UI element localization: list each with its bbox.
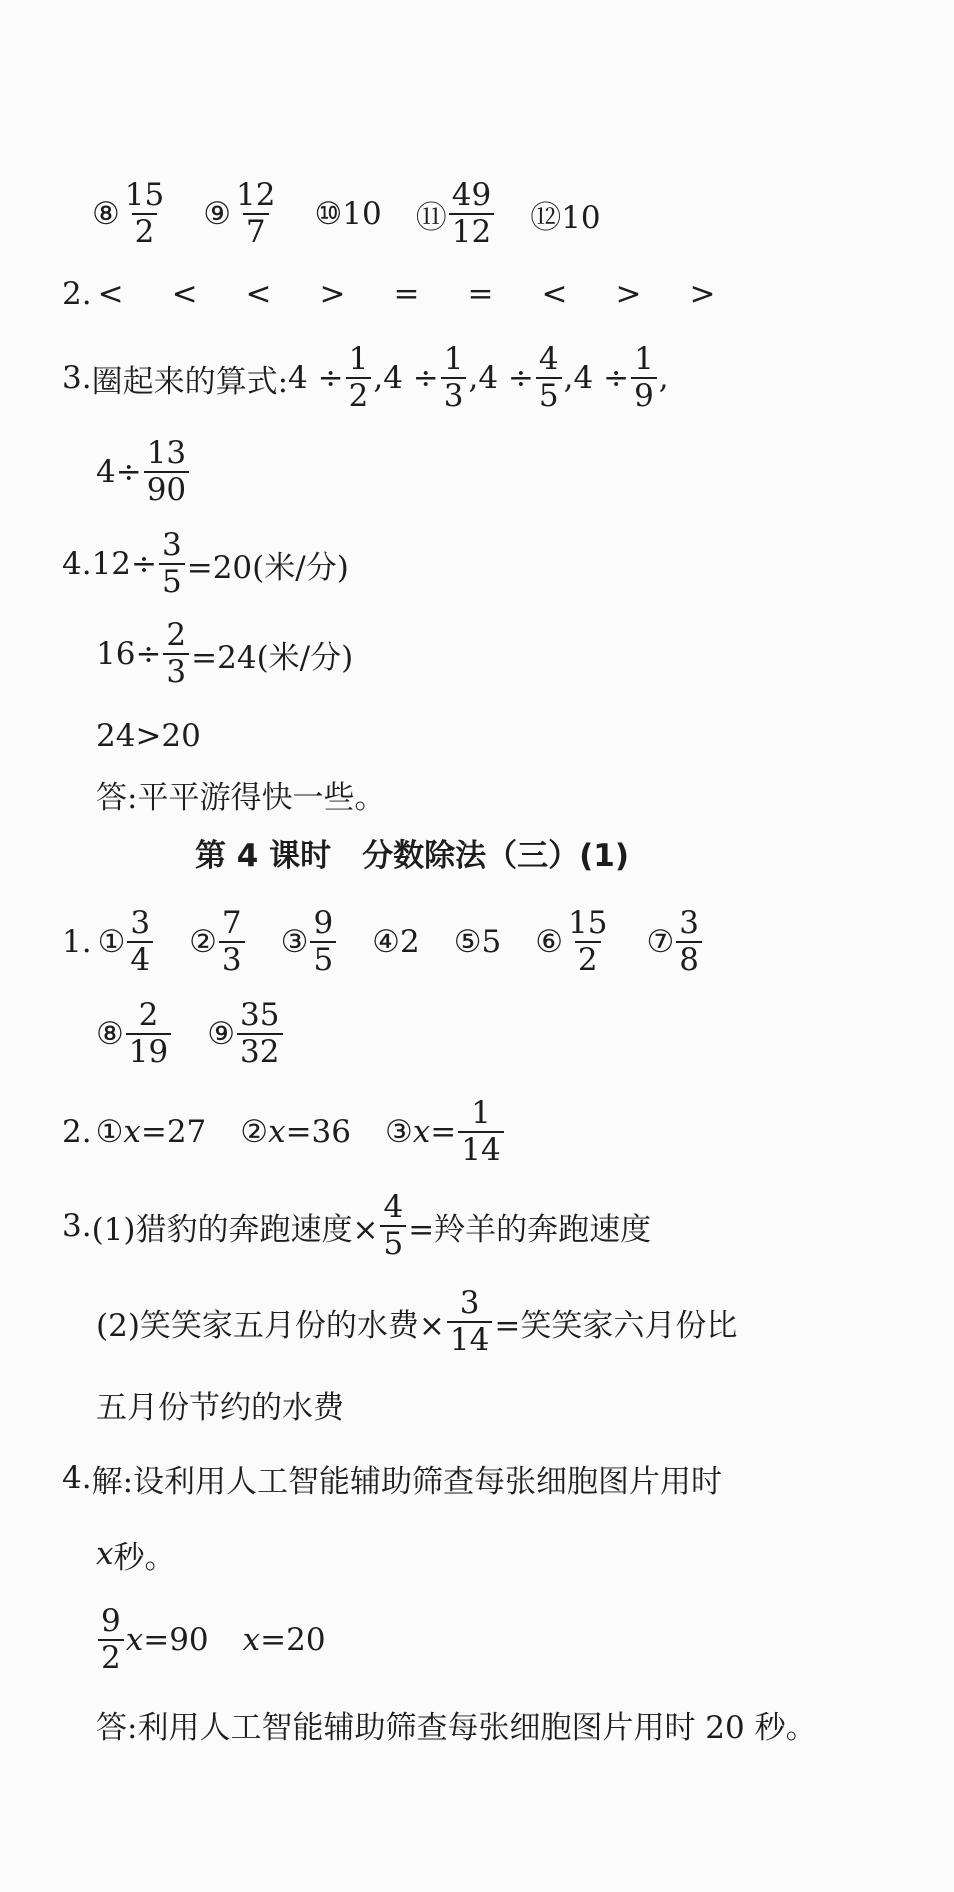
fraction: $\frac{2}{3}$ bbox=[163, 619, 189, 688]
s2-row bbox=[62, 1090, 506, 1174]
comparison-symbol: > bbox=[689, 276, 716, 312]
s1-row-1 bbox=[62, 900, 704, 984]
fraction: $\frac{35}{32}$ bbox=[237, 999, 282, 1068]
expression: 4 ÷ $\frac{1}{2}$ , bbox=[288, 341, 384, 414]
answer-text: 答:平平游得快一些。 bbox=[96, 779, 386, 816]
equation-3: ③ x = $\frac{1}{14}$ bbox=[385, 1097, 506, 1166]
s1-row-2 bbox=[96, 992, 285, 1076]
comparison-symbol: < bbox=[171, 276, 198, 312]
question-number: 4. bbox=[62, 546, 92, 582]
expression: 4 ÷ $\frac{1}{9}$ , bbox=[573, 341, 669, 414]
fraction: $\frac{15}{2}$ bbox=[568, 905, 608, 978]
fraction: $\frac{3}{4}$ bbox=[127, 907, 153, 976]
equation: $\frac{9}{2}$ x =90 bbox=[96, 1605, 209, 1674]
q4-row-2 bbox=[96, 612, 353, 696]
q3-intro-text: 圈起来的算式: bbox=[91, 363, 289, 400]
fraction: $\frac{3}{14}$ bbox=[447, 1287, 492, 1356]
answer-1: ① $\frac{3}{4}$ bbox=[98, 907, 156, 976]
fraction: $\frac{3}{8}$ bbox=[676, 907, 702, 976]
expression: 4÷ $\frac{13}{90}$ bbox=[96, 437, 191, 506]
comparison-symbol: < bbox=[541, 276, 568, 312]
answer-10: ⑩10 bbox=[314, 196, 382, 232]
fraction: $\frac{4}{5}$ bbox=[536, 343, 562, 412]
comparison-symbol: = bbox=[467, 276, 494, 312]
section-heading: 第 4 课时 分数除法（三）(1) bbox=[194, 838, 630, 874]
fraction: $\frac{1}{2}$ bbox=[346, 343, 372, 412]
fraction: $\frac{9}{5}$ bbox=[310, 907, 336, 976]
answer-2: ② $\frac{7}{3}$ bbox=[189, 907, 247, 976]
fraction: $\frac{13}{90}$ bbox=[144, 437, 189, 506]
answer-6: ⑥ $\frac{15}{2}$ bbox=[535, 907, 612, 976]
s3-row-2 bbox=[96, 1280, 737, 1364]
question-number: 2. bbox=[62, 1114, 92, 1150]
question-number: 4. bbox=[62, 1460, 92, 1496]
relation-2-continued: 五月份节约的水费 bbox=[96, 1389, 344, 1426]
answer-8: ⑧ $\frac{15}{2}$ bbox=[92, 179, 169, 248]
fraction: $\frac{4}{5}$ bbox=[380, 1191, 406, 1260]
answer-4: ④2 bbox=[372, 924, 420, 960]
question-number: 3. bbox=[62, 1208, 92, 1244]
answer-3: ③ $\frac{9}{5}$ bbox=[281, 907, 339, 976]
question-number: 3. bbox=[62, 360, 92, 396]
q3-row-1 bbox=[62, 336, 669, 420]
answer-11: ⑪ $\frac{49}{12}$ bbox=[416, 179, 496, 248]
equation-result: x =20 bbox=[242, 1622, 326, 1658]
expression: 4 ÷ $\frac{1}{3}$ , bbox=[383, 341, 479, 414]
s3-row-1 bbox=[62, 1184, 651, 1268]
s4-row-3 bbox=[96, 1598, 326, 1682]
comparison-text: 24>20 bbox=[96, 718, 201, 754]
fraction: $\frac{12}{7}$ bbox=[236, 177, 276, 250]
expression: 16÷ $\frac{2}{3}$ =24(米/分) bbox=[96, 617, 354, 690]
answer-7: ⑦ $\frac{3}{8}$ bbox=[646, 907, 704, 976]
s4-row-1 bbox=[62, 1436, 722, 1520]
fraction: $\frac{1}{14}$ bbox=[458, 1097, 503, 1166]
fraction: $\frac{1}{3}$ bbox=[441, 343, 467, 412]
answer-8: ⑧ $\frac{2}{19}$ bbox=[96, 999, 173, 1068]
question-number: 2. bbox=[62, 276, 92, 312]
comparison-symbol: < bbox=[245, 276, 272, 312]
answer-text: 答:利用人工智能辅助筛查每张细胞图片用时 20 秒。 bbox=[96, 1709, 817, 1746]
fraction: $\frac{1}{9}$ bbox=[631, 343, 657, 412]
s3-row-3 bbox=[96, 1362, 344, 1446]
expression: 4 ÷ $\frac{4}{5}$ , bbox=[478, 341, 574, 414]
s4-answer bbox=[96, 1682, 817, 1766]
relation-1: (1)猎豹的奔跑速度× $\frac{4}{5}$ =羚羊的奔跑速度 bbox=[91, 1189, 652, 1262]
fraction: $\frac{2}{19}$ bbox=[126, 999, 171, 1068]
expression: 12÷ $\frac{3}{5}$ =20(米/分) bbox=[91, 527, 349, 600]
q4-row-1 bbox=[62, 522, 349, 606]
comparison-symbol: > bbox=[615, 276, 642, 312]
comparison-symbol: > bbox=[319, 276, 346, 312]
answer-9: ⑨ $\frac{12}{7}$ bbox=[203, 179, 280, 248]
q4-answer bbox=[96, 752, 385, 836]
solution-setup: 解:设利用人工智能辅助筛查每张细胞图片用时 bbox=[91, 1463, 723, 1500]
answer-12: ⑫10 bbox=[530, 199, 601, 236]
answer-9: ⑨ $\frac{35}{32}$ bbox=[207, 999, 284, 1068]
equation-1: ① x =27 bbox=[95, 1114, 207, 1150]
q2-row bbox=[62, 252, 763, 336]
q1-continuation-row bbox=[92, 172, 601, 256]
equation-2: ② x =36 bbox=[240, 1114, 351, 1150]
fraction: $\frac{7}{3}$ bbox=[219, 907, 245, 976]
fraction: $\frac{9}{2}$ bbox=[98, 1605, 124, 1674]
comparison-symbol: < bbox=[97, 276, 124, 312]
relation-2: (2)笑笑家五月份的水费× $\frac{3}{14}$ =笑笑家六月份比 bbox=[96, 1285, 738, 1358]
comparison-symbol: = bbox=[393, 276, 420, 312]
fraction: $\frac{49}{12}$ bbox=[449, 179, 494, 248]
fraction: $\frac{3}{5}$ bbox=[159, 529, 185, 598]
question-number: 1. bbox=[62, 924, 92, 960]
fraction: $\frac{15}{2}$ bbox=[124, 177, 165, 250]
answer-5: ⑤5 bbox=[453, 924, 502, 960]
solution-unit: x 秒。 bbox=[96, 1536, 176, 1576]
q3-row-2 bbox=[96, 430, 191, 514]
s4-row-2 bbox=[96, 1512, 175, 1596]
